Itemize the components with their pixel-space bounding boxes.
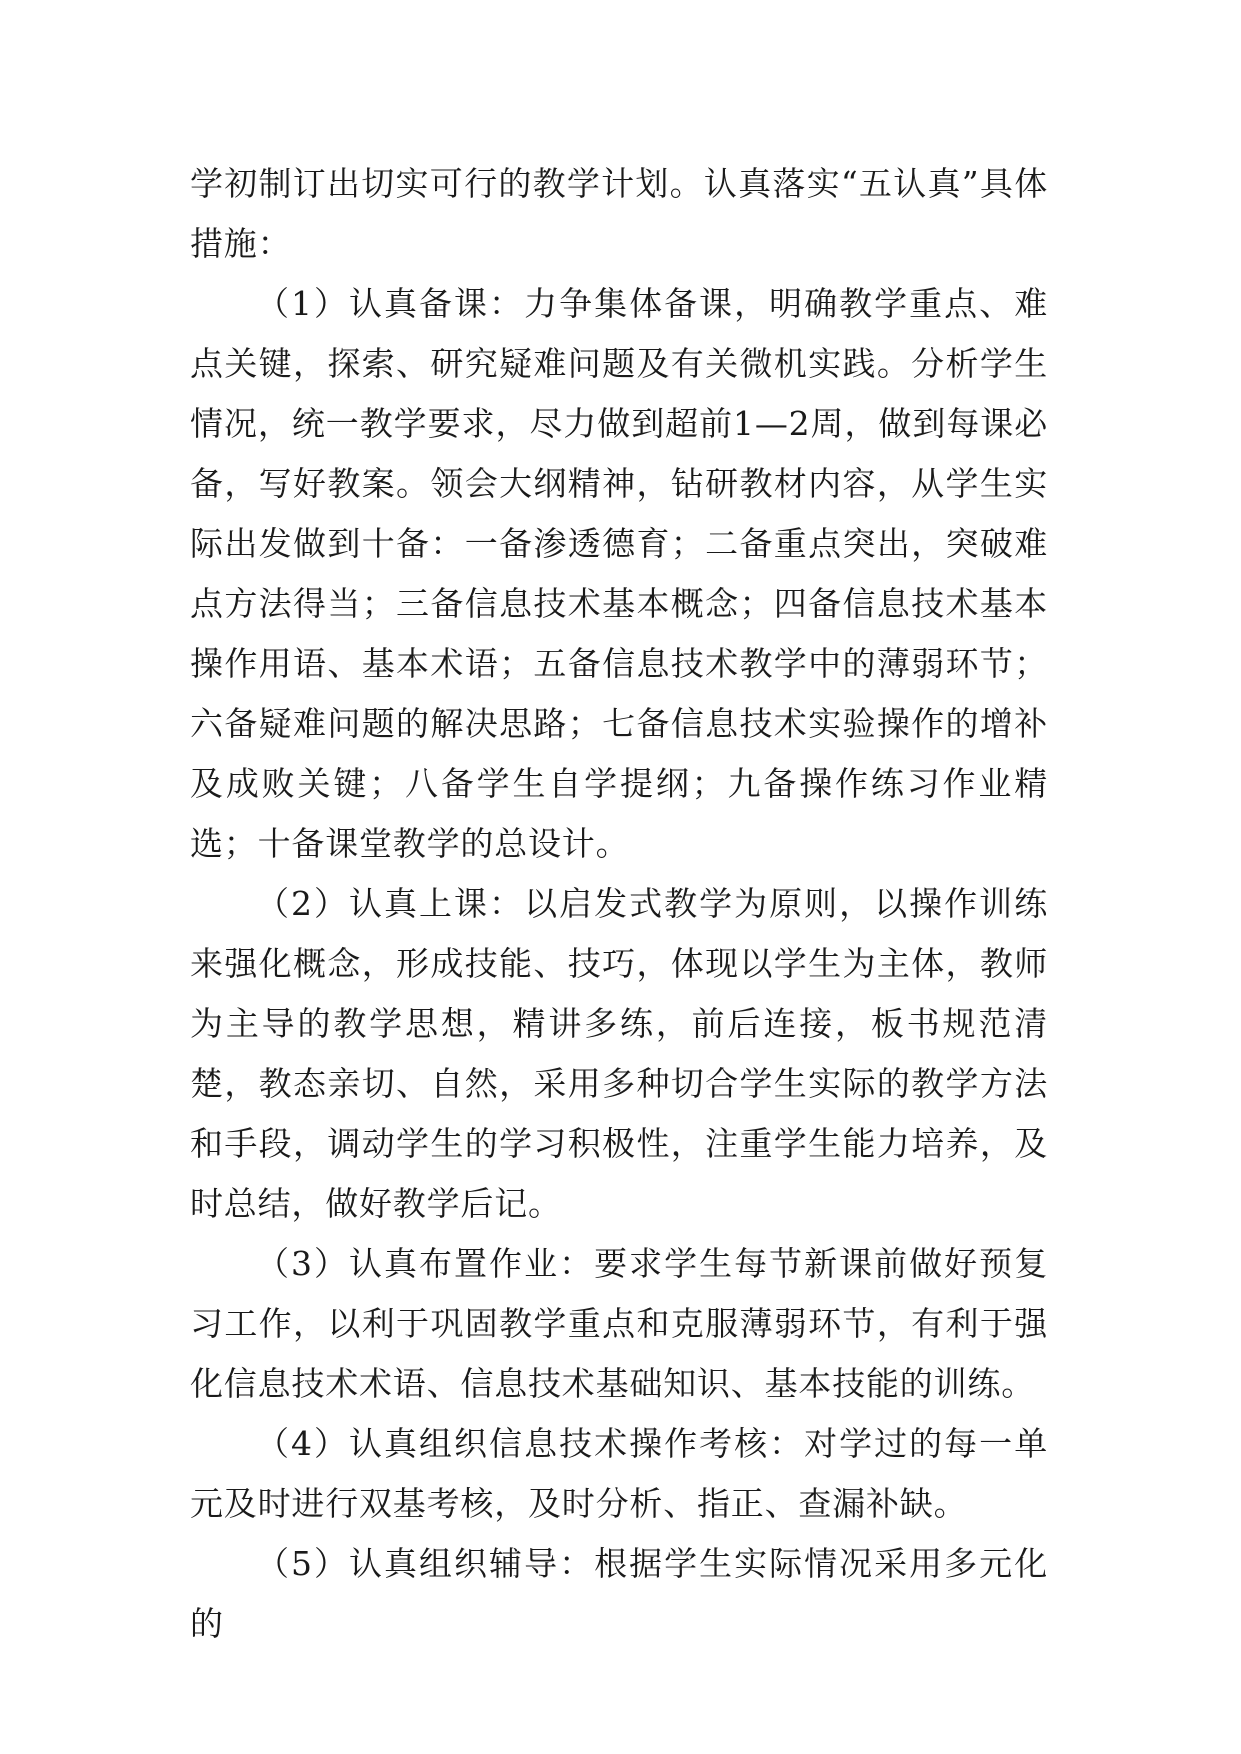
paragraph-intro: 学初制订出切实可行的教学计划。认真落实“五认真”具体措施： — [190, 164, 1048, 263]
paragraph-teaching-class: （2）认真上课：以启发式教学为原则，以操作训练来强化概念，形成技能、技巧，体现以学生为主体，教师为主导的教学思想，精讲多练，前后连接，板书规范清楚，教态亲切、自然，采用多种切合学生实际的教学方法和手段，调动学生的学习积极性，注重学生能力培养，及时总结，做好教学后记。 — [190, 884, 1048, 1223]
paragraph-lesson-preparation: （1）认真备课：力争集体备课，明确教学重点、难点关键，探索、研究疑难问题及有关微机实践。分析学生情况，统一教学要求，尽力做到超前1—2周，做到每课必备，写好教案。领会大纲精神，钻研教材内容，从学生实际出发做到十备：一备渗透德育；二备重点突出，突破难点方法得当；三备信息技术基本概念；四备信息技术基本操作用语、基本术语；五备信息技术教学中的薄弱环节；六备疑难问题的解决思路；七备信息技术实验操作的增补及成败关键；八备学生自学提纲；九备操作练习作业精选；十备课堂教学的总设计。 — [190, 284, 1048, 863]
paragraph-homework: （3）认真布置作业：要求学生每节新课前做好预复习工作，以利于巩固教学重点和克服薄弱环节，有利于强化信息技术术语、信息技术基础知识、基本技能的训练。 — [190, 1244, 1048, 1403]
paragraph-tutoring: （5）认真组织辅导：根据学生实际情况采用多元化的 — [190, 1544, 1048, 1643]
paragraph-assessment: （4）认真组织信息技术操作考核：对学过的每一单元及时进行双基考核，及时分析、指正、查漏补缺。 — [190, 1424, 1048, 1523]
document-body — [190, 154, 1048, 1654]
